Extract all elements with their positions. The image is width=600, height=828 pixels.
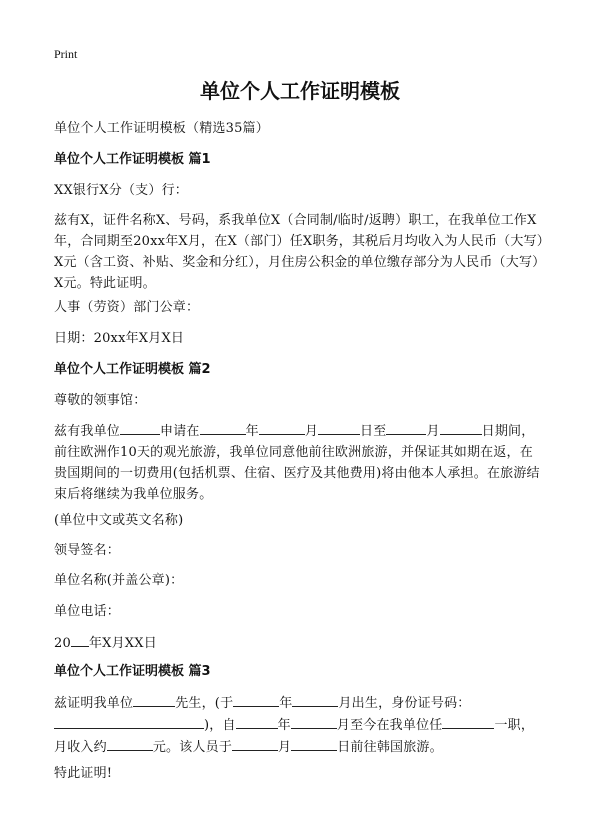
section-1-stamp: 人事（劳资）部门公章： — [54, 300, 200, 315]
document-title: 单位个人工作证明模板 — [200, 79, 400, 103]
s3-text-7: 月至今在我单位任 — [336, 718, 443, 733]
print-link[interactable]: Print — [54, 47, 78, 61]
s3-text-10: 月 — [278, 740, 292, 755]
section-1-date: 日期：20xx年X月X日 — [54, 331, 185, 346]
s3-text-6: 年 — [277, 718, 291, 733]
s2-text-5: 日至 — [360, 424, 387, 439]
blank-field — [386, 420, 426, 435]
blank-field — [292, 692, 338, 707]
s2-text-6: 月 — [426, 424, 440, 439]
s3-text-4: 月出生，身份证号码： — [338, 696, 471, 711]
blank-field — [200, 420, 246, 435]
section-2-salutation: 尊敬的领事馆： — [54, 393, 147, 408]
blank-field — [120, 420, 160, 435]
section-3-heading: 单位个人工作证明模板 篇3 — [54, 664, 211, 679]
blank-field — [54, 714, 204, 729]
s3-text-11: 日前往韩国旅游。 — [337, 740, 443, 755]
date-suffix: 年X月XX日 — [88, 636, 157, 651]
s2-text-1: 兹有我单位 — [54, 424, 121, 439]
s2-text-2: 申请在 — [160, 424, 200, 439]
section-3-body — [54, 692, 546, 758]
blank-field — [442, 714, 494, 729]
section-2-unit-stamp: 单位名称(并盖公章)： — [54, 573, 184, 588]
s3-text-1: 兹证明我单位 — [54, 696, 134, 711]
s3-text-9: 元。该人员于 — [152, 740, 233, 755]
section-1-heading: 单位个人工作证明模板 篇1 — [54, 152, 211, 167]
blank-field — [440, 420, 482, 435]
s3-text-5: )，自 — [204, 718, 236, 733]
blank-field — [107, 736, 153, 751]
s2-text-3: 年 — [245, 424, 259, 439]
section-1-body: 兹有X，证件名称X、号码，系我单位X（合同制/临时/返聘）职工，在我单位工作X年，合同期至20xx年X月，在X（部门）任X职务，其税后月均收入为人民币（大写）X元（含工资、补贴、奖金和分红），月住房公积金的单位缴存部分为人民币（大写）X元。特此证明。 — [54, 213, 546, 291]
section-2-unit-name: (单位中文或英文名称) — [54, 513, 184, 528]
section-1-salutation: XX银行X分（支）行： — [54, 183, 188, 198]
section-2-heading: 单位个人工作证明模板 篇2 — [54, 362, 211, 377]
blank-field — [233, 692, 279, 707]
blank-field — [318, 420, 360, 435]
date-prefix: 20 — [54, 636, 71, 651]
s2-text-4: 月 — [304, 424, 319, 439]
blank-field — [259, 420, 305, 435]
section-2-date — [54, 632, 546, 654]
s3-text-8: 一职，月收入约 — [54, 718, 535, 755]
intro-text: 单位个人工作证明模板（精选35篇） — [54, 121, 269, 136]
section-3-closing: 特此证明! — [54, 766, 113, 781]
blank-field — [133, 692, 175, 707]
section-2-body — [54, 420, 546, 505]
blank-field — [291, 714, 337, 729]
blank-field — [232, 736, 278, 751]
s3-text-2: 先生，(于 — [175, 696, 234, 711]
s2-text-7: 日期间，前往欧洲作10天的观光旅游，我单位同意他前往欧洲旅游，并保证其如期在返，在贵国期间的一切费用(包括机票、住宿、医疗及其他费用)将由他本人承担。在旅游结束后将继续为我单位服务。 — [54, 424, 540, 502]
section-2-unit-phone: 单位电话： — [54, 604, 121, 619]
blank-field — [236, 714, 278, 729]
s3-text-3: 年 — [279, 696, 293, 711]
blank-field — [71, 632, 89, 647]
blank-field — [291, 736, 337, 751]
section-2-leader-sign: 领导签名： — [54, 543, 121, 558]
